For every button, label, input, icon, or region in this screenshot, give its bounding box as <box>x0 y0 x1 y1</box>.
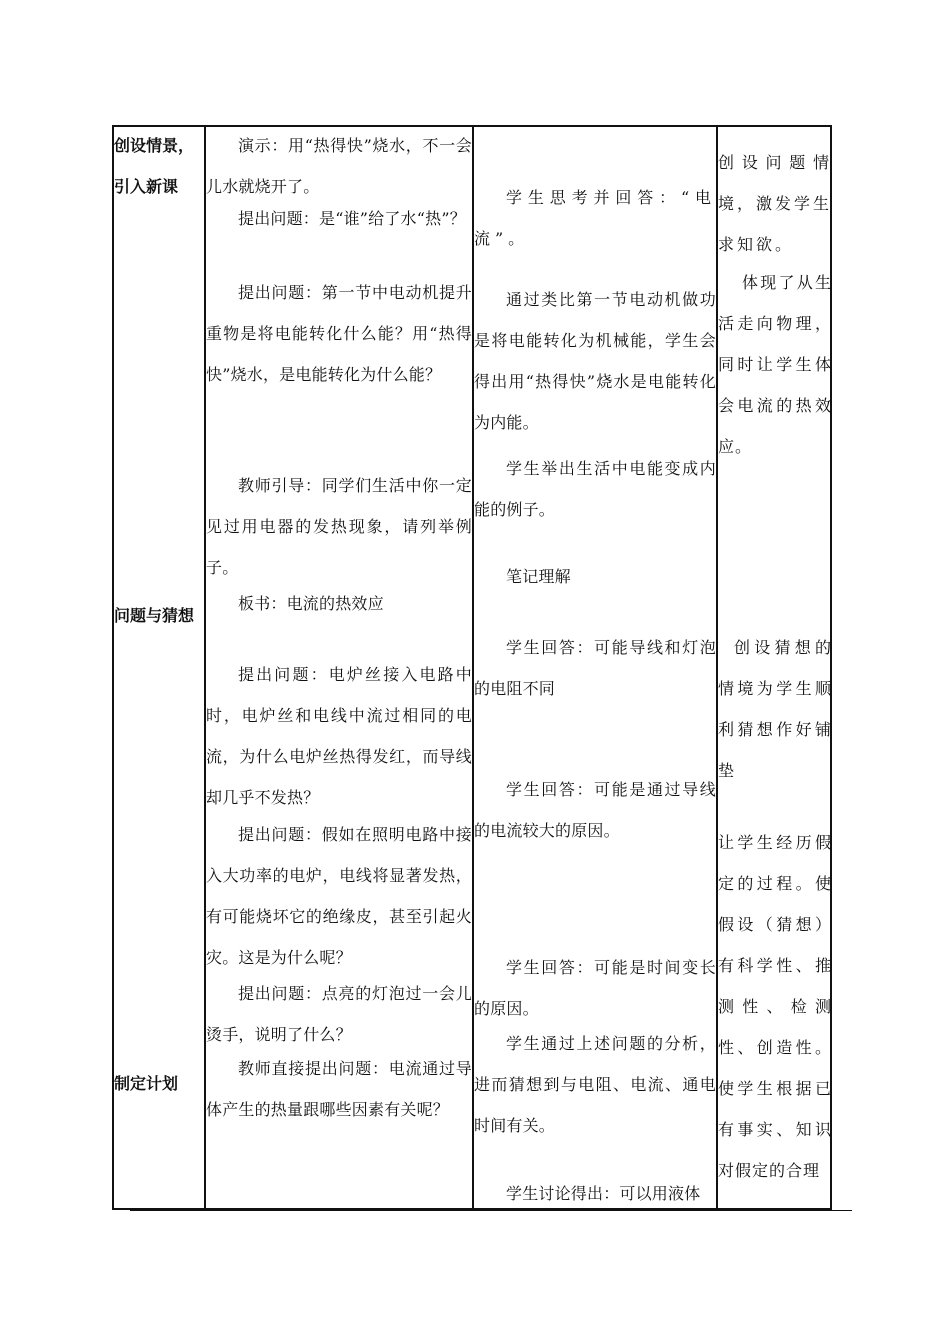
stage-question: 问题与猜想 <box>114 606 195 625</box>
student-column <box>474 125 716 1210</box>
stage-column <box>112 125 204 1210</box>
student-para: 学生回答：可能是通过导线的电流较大的原因。 <box>474 780 716 840</box>
student-para: 学生回答：可能导线和灯泡的电阻不同 <box>474 638 716 698</box>
stage-plan: 制定计划 <box>114 1074 179 1093</box>
intent-para: 创设猜想的情境为学生顺利猜想作好铺垫 <box>718 638 832 780</box>
intent-para: 体现了从生活走向物理，同时让学生体会电流的热效应。 <box>718 273 832 456</box>
teacher-column <box>206 125 472 1210</box>
teacher-para: 提出问题：假如在照明电路中接入大功率的电炉，电线将显著发热，有可能烧坏它的绝缘皮，甚至引起火灾。这是为什么呢？ <box>206 825 472 967</box>
student-para: 学生举出生活中电能变成内能的例子。 <box>474 459 716 519</box>
teacher-para: 提出问题：电炉丝接入电路中时，电炉丝和电线中流过相同的电流，为什么电炉丝热得发红，而导线却几乎不发热？ <box>206 665 472 807</box>
student-para: 学生讨论得出：可以用液体 <box>506 1184 701 1203</box>
student-para: 通过类比第一节电动机做功是将电能转化为机械能，学生会得出用“热得快”烧水是电能转化为内能。 <box>474 290 716 432</box>
student-para: 学生通过上述问题的分析，进而猜想到与电阻、电流、通电时间有关。 <box>474 1034 716 1135</box>
student-para: 学生思考并回答：“电流”。 <box>474 188 716 248</box>
intent-para: 创设问题情境，激发学生求知欲。 <box>718 153 832 254</box>
stage-intro: 创设情景，引入新课 <box>114 136 195 196</box>
student-para: 笔记理解 <box>506 567 571 586</box>
teacher-para: 教师直接提出问题：电流通过导体产生的热量跟哪些因素有关呢？ <box>206 1059 472 1119</box>
teacher-para: 教师引导：同学们生活中你一定见过用电器的发热现象，请列举例子。 <box>206 476 472 577</box>
teacher-para: 提出问题：是“谁”给了水“热”？ <box>238 209 466 228</box>
intent-para: 让学生经历假定的过程。使假设（猜想）有科学性、推测性、检测性、创造性。使学生根据已有事实、知识对假定的合理 <box>718 833 832 1180</box>
student-para: 学生回答：可能是时间变长的原因。 <box>474 958 716 1018</box>
teacher-para: 提出问题：点亮的灯泡过一会儿烫手，说明了什么？ <box>206 984 472 1044</box>
teacher-para: 提出问题：第一节中电动机提升重物是将电能转化什么能？用“热得快”烧水，是电能转化为什么能？ <box>206 283 472 384</box>
intent-column <box>718 125 832 1210</box>
bottom-rule <box>130 1210 852 1211</box>
teacher-para: 板书：电流的热效应 <box>238 594 384 613</box>
teacher-para: 演示：用“热得快”烧水，不一会儿水就烧开了。 <box>206 136 472 196</box>
